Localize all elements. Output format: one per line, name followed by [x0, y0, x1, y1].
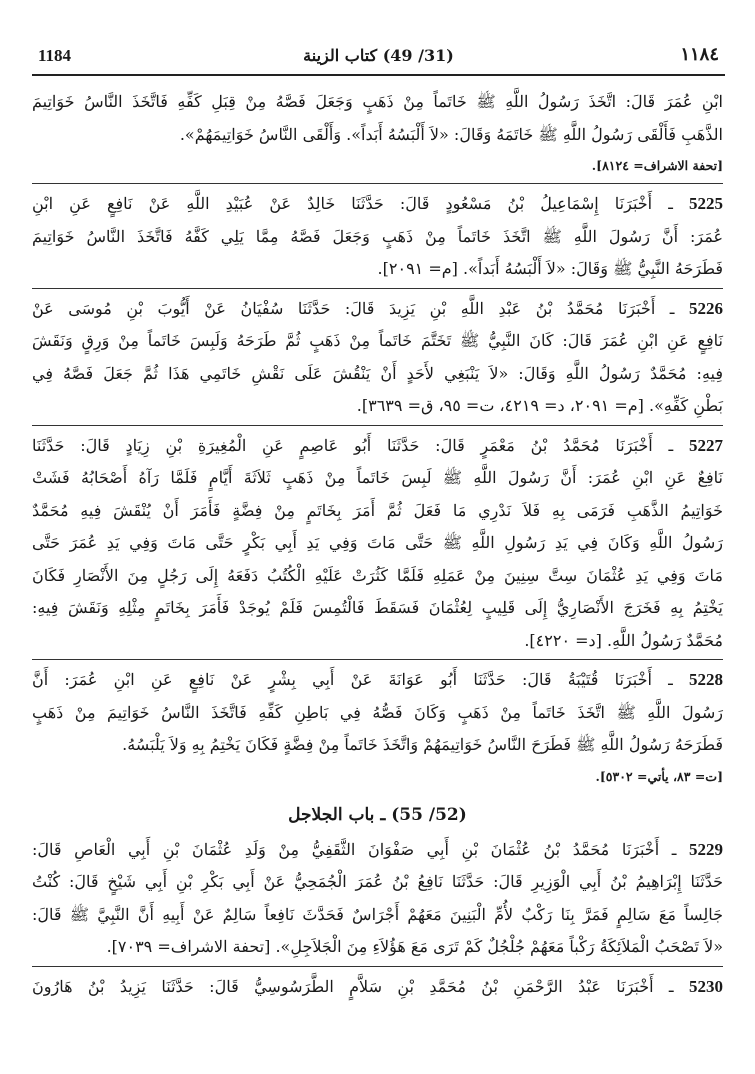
- hadith-text: ـ أَخْبَرَنَا عَبْدُ الرَّحْمَنِ بْنُ مُحَمَّدِ بْنِ سَلاَّمٍ الطَّرَسُوسِيُّ قَالَ: حَدَّثَنَا يَزِيدُ بْنُ هَارُونَ: [32, 976, 674, 996]
- text-line: [32, 430, 723, 463]
- hadith-text: ـ أَخْبَرَنَا مُحَمَّدُ بْنُ مَعْمَرٍ قَالَ: حَدَّثَنَا أَبُو عَاصِمٍ عَنِ الْمُغِيرَةِ بْنِ زِيَادٍ قَالَ: حَدَّثَنَا: [32, 435, 674, 455]
- hadith-5225: [32, 188, 723, 286]
- hadith-5230: [32, 971, 723, 1004]
- page-number-arabic: ١١٨٤: [680, 44, 719, 65]
- hadith-5229: [32, 834, 723, 964]
- divider: [32, 659, 723, 660]
- text-line: خَوَاتِيمُ الذَّهَبِ فَرَمَى بِهِ فَلاَ نَدْرِي مَا فَعَلَ ثُمَّ أَمَرَ بِخَاتَمٍ مِنْ فِضَّةٍ فَأَمَرَ أَنْ يُنْقَشَ فِيهِ مُحَمَّدٌ: [32, 500, 723, 520]
- text-line: الذَّهَبِ فَأَلْقَى رَسُولُ اللَّهِ ﷺ خَاتَمَهُ وَقَالَ: «لاَ أَلْبَسُهُ أَبَداً». وَأَلْقَى النَّاسُ خَوَاتِيمَهُمْ».: [179, 124, 723, 144]
- divider: [32, 966, 723, 967]
- text-line: [32, 834, 723, 867]
- text-line: نَافِعٍ عَنِ ابْنِ عُمَرَ قَالَ: كَانَ النَّبِيُّ ﷺ تَخَتَّمَ خَاتَماً مِنْ ذَهَبٍ ثُمَّ طَرَحَهُ وَلَبِسَ خَاتَماً مِنْ وَرِقٍ وَنَقَشَ: [32, 331, 723, 350]
- hadith-text: ـ أَخْبَرَنَا مُحَمَّدُ بْنُ عُثْمَانَ بْنِ أَبِي صَفْوَانَ الثَّقَفِيُّ مِنْ وَلَدِ عُثْمَانَ بْنِ أَبِي الْعَاصِ قَالَ:: [32, 839, 677, 859]
- hadith-number: 5228: [689, 670, 723, 689]
- hadith-5227: [32, 430, 723, 658]
- text-line: نَافِعٌ عَنِ ابْنِ عُمَرَ: أَنَّ رَسُولَ اللَّهِ ﷺ لَبِسَ خَاتَماً مِنْ ذَهَبٍ ثَلاَثَةَ أَيَّامٍ فَلَمَّا رَآهُ أَصْحَابُهُ فَشَتْ: [32, 468, 723, 487]
- page-body: [32, 86, 723, 1003]
- text-line: عُمَرَ: أَنَّ رَسُولَ اللَّهِ ﷺ اتَّخَذَ خَاتَماً مِنْ ذَهَبٍ وَجَعَلَ فَصَّهُ مِمَّا يَلِي كَفَّهُ فَاتَّخَذَ النَّاسُ خَوَاتِيمَ: [32, 226, 723, 246]
- text-line: رَسُولُ اللَّهِ وَكَانَ فِي يَدِ رَسُولِ اللَّهِ ﷺ حَتَّى مَاتَ وَفِي يَدِ أَبِي بَكْرٍ حَتَّى مَاتَ وَفِي يَدِ عُمَرَ حَتَّى: [32, 533, 723, 552]
- text-line: [32, 188, 723, 221]
- text-line: رَسُولَ اللَّهِ ﷺ اتَّخَذَ خَاتَماً مِنْ ذَهَبٍ وَكَانَ فَصُّهُ فِي بَاطِنِ كَفِّهِ فَاتَّخَذَ النَّاسُ خَوَاتِيمَ مِنْ ذَهَبٍ: [32, 702, 723, 722]
- text-line: ابْنِ عُمَرَ قَالَ: اتَّخَذَ رَسُولُ اللَّهِ ﷺ خَاتَماً مِنْ ذَهَبٍ وَجَعَلَ فَصَّهُ مِنْ قِبَلِ كَفِّهِ فَاتَّخَذَ النَّاسُ خَوَاتِيمَ: [32, 92, 723, 111]
- hadith-number: 5225: [689, 194, 723, 213]
- text-line: [32, 293, 723, 326]
- text-line: مُحَمَّدٌ رَسُولُ اللَّهِ. [د= ٤٢٢٠].: [524, 630, 723, 650]
- text-line: فَطَرَحَهُ رَسُولُ اللَّهِ ﷺ فَطَرَحَ النَّاسُ خَوَاتِيمَهُمْ وَاتَّخَذَ خَاتَماً مِنْ فِضَّةٍ فَكَانَ يَخْتِمُ بِهِ وَلاَ يَلْبَسُهُ.: [122, 735, 723, 754]
- reference-note: [تحفة الاشراف= ٨١٢٤].: [591, 158, 723, 173]
- text-line: [32, 971, 723, 1004]
- text-line: فَطَرَحَهُ النَّبِيُّ ﷺ وَقَالَ: «لاَ أَلْبَسُهُ أَبَداً». [م= ٢٠٩١].: [377, 259, 723, 278]
- reference-note: [ت= ٨٣، يأتي= ٥٣٠٢].: [595, 768, 723, 784]
- hadith-text: ـ أَخْبَرَنَا قُتَيْبَةُ قَالَ: حَدَّثَنَا أَبُو عَوَانَةَ عَنْ أَبِي بِشْرٍ عَنْ نَافِعٍ عَنِ ابْنِ عُمَرَ: أَنَّ: [32, 670, 673, 689]
- divider: [32, 288, 723, 289]
- text-line: يَخْتِمُ بِهِ فَخَرَجَ الأَنْصَارِيُّ إِلَى قَلِيبٍ لِعُثْمَانَ فَسَقَطَ فَالْتُمِسَ فَلَمْ يُوجَدْ فَأَمَرَ بِخَاتَمٍ مِثْلِهِ وَنَقَشَ فِيهِ:: [32, 598, 723, 617]
- text-line: فِيهِ: مُحَمَّدٌ رَسُولُ اللَّهِ وَقَالَ: «لاَ يَنْبَغِي لأَحَدٍ أَنْ يَنْقُشَ عَلَى نَقْشِ خَاتَمِي هَذَا ثُمَّ جَعَلَ فَصَّهُ فِي: [32, 363, 723, 383]
- chapter-heading: (52/ 55) ـ باب الجلاجل: [288, 804, 467, 825]
- hadith-number: 5226: [689, 298, 723, 318]
- hadith-text: ـ أَخْبَرَنَا إِسْمَاعِيلُ بْنُ مَسْعُودٍ قَالَ: حَدَّثَنَا خَالِدٌ عَنْ عُبَيْدِ اللَّهِ عَنْ نَافِعٍ عَنِ ابْنِ: [32, 194, 673, 213]
- hadith-number: 5230: [689, 976, 723, 996]
- text-line: بَطْنِ كَفِّهِ». [م= ٢٠٩١، د= ٤٢١٩، ت= ٩٥، ق= ٣٦٣٩].: [356, 396, 723, 415]
- page-header: [32, 40, 725, 76]
- running-title: (31/ 49) كتاب الزينة: [303, 46, 454, 65]
- page-number-latin: 1184: [38, 46, 72, 65]
- text-line: «لاَ تَصْحَبُ الْمَلاَئِكَةُ رَكْباً مَعَهُمْ جُلْجُلٌ كَمْ تَرَى مَعَ هَؤُلاَءِ مِنَ الْجَلاَجِلِ». [تحفة الاشراف= ٧٠٣٩].: [106, 937, 723, 956]
- hadith-5226: [32, 293, 723, 423]
- text-line: جَالِساً مَعَ سَالِمٍ فَمَرَّ بِنَا رَكْبٌ لأُمِّ الْبَنِينَ مَعَهُمْ أَجْرَاسٌ فَحَدَّثَ نَافِعاً سَالِمٌ عَنْ أَبِيهِ أَنَّ النَّبِيَّ ﷺ قَالَ:: [32, 904, 723, 924]
- hadith-continued: [32, 86, 723, 181]
- divider: [32, 183, 723, 184]
- hadith-number: 5229: [689, 839, 723, 859]
- divider: [32, 425, 723, 426]
- hadith-5228: [32, 664, 723, 792]
- hadith-number: 5227: [689, 435, 723, 455]
- text-line: [32, 664, 723, 697]
- text-line: حَدَّثَنَا إِبْرَاهِيمُ بْنُ أَبِي الْوَزِيرِ قَالَ: حَدَّثَنَا نَافِعُ بْنُ عُمَرَ الْجُمَحِيُّ عَنْ أَبِي بَكْرِ بْنِ أَبِي شَيْخٍ قَالَ: كُنْتُ: [32, 872, 723, 891]
- text-line: مَاتَ وَفِي يَدِ عُثْمَانَ سِتَّ سِنِينَ مِنْ عَمَلِهِ فَلَمَّا كَثُرَتْ عَلَيْهِ الْكُتُبُ دَفَعَهُ إِلَى رَجُلٍ مِنَ الأَنْصَارِ فَكَانَ: [32, 565, 724, 585]
- hadith-text: ـ أَخْبَرَنَا مُحَمَّدُ بْنُ عَبْدِ اللَّهِ بْنِ يَزِيدَ قَالَ: حَدَّثَنَا سُفْيَانُ عَنْ أَيُّوبَ بْنِ مُوسَى عَنْ: [32, 298, 675, 318]
